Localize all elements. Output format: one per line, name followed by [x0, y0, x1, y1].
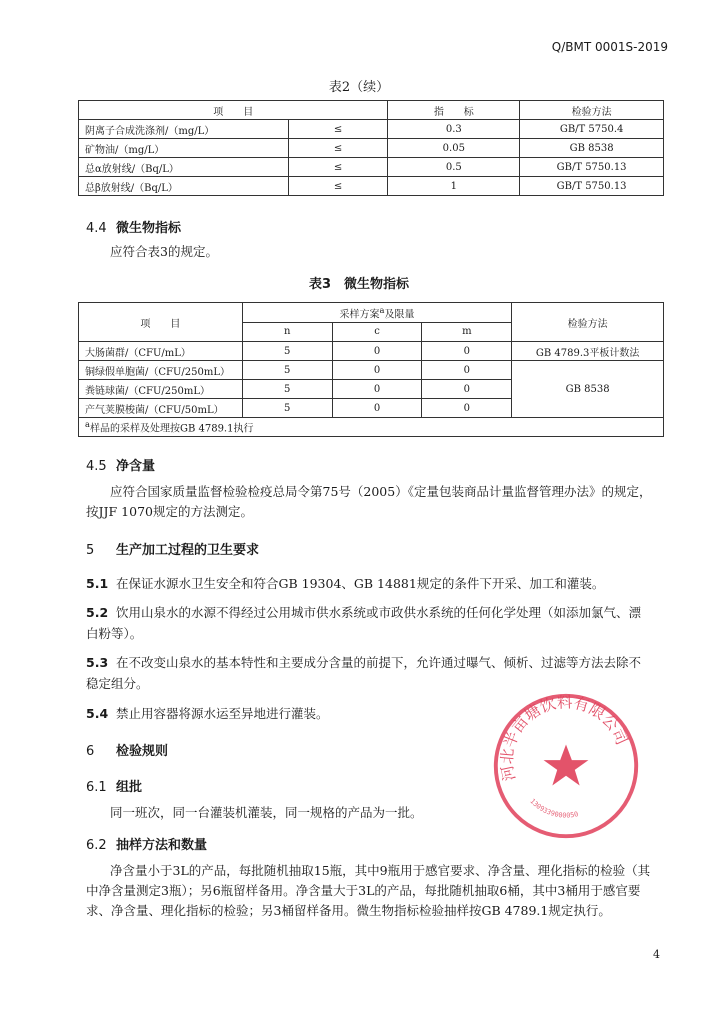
- table3-n: 5: [242, 399, 332, 418]
- section-number: 4.5: [86, 459, 107, 474]
- table3-n: 5: [242, 380, 332, 399]
- table-row: [79, 120, 664, 139]
- clause-5-1: [86, 573, 604, 595]
- section-number: 6.2: [86, 838, 107, 853]
- table2-value: 1: [388, 177, 520, 196]
- clause-text: 在不改变山泉水的基本特性和主要成分含量的前提下，允许通过曝气、倾析、过滤等方法去除不: [116, 655, 642, 670]
- document-number: Q/BMT 0001S-2019: [551, 40, 668, 54]
- table3-header-m: m: [422, 322, 512, 342]
- table3-header-n: n: [242, 322, 332, 342]
- table2-method: GB 8538: [520, 139, 664, 158]
- clause-5-3-line2: 稳定组分。: [86, 676, 149, 691]
- table-row: [79, 139, 664, 158]
- table3-header-plan: [242, 303, 511, 323]
- table3-item: 铜绿假单胞菌/（CFU/250mL）: [79, 361, 243, 380]
- table2-value: 0.5: [388, 158, 520, 177]
- table3-item: 大肠菌群/（CFU/mL）: [79, 342, 243, 361]
- section-title: 净含量: [116, 459, 156, 474]
- table2-header-item: 项 目: [79, 101, 388, 120]
- section-4-4-heading: [86, 217, 181, 236]
- table3-m: 0: [422, 380, 512, 399]
- section-number: 4.4: [86, 221, 107, 236]
- table2-header-method: 检验方法: [520, 101, 664, 120]
- section-title: 检验规则: [116, 744, 169, 759]
- section-4-4-text: 应符合表3的规定。: [110, 244, 218, 259]
- seal-arc-text: 河北半亩塘饮料有限公司: [497, 693, 631, 783]
- table3-c: 0: [332, 399, 422, 418]
- table3-m: 0: [422, 399, 512, 418]
- clause-number: 5.3: [86, 655, 109, 670]
- table-row: [79, 158, 664, 177]
- table2-item: 总β放射线/（Bq/L）: [79, 177, 289, 196]
- section-6-1-heading: [86, 776, 142, 795]
- section-title: 抽样方法和数量: [116, 838, 208, 853]
- section-number: 6: [86, 744, 95, 759]
- table2-caption: 表2（续）: [328, 80, 390, 95]
- footnote-marker: a: [85, 419, 90, 430]
- table3-header-c: c: [332, 322, 422, 342]
- table2-item: 总α放射线/（Bq/L）: [79, 158, 289, 177]
- table3-n: 5: [242, 342, 332, 361]
- table3-method: GB 8538: [512, 361, 664, 418]
- footnote-text: 样品的采样及处理按GB 4789.1执行: [89, 423, 254, 435]
- table2-item: 矿物油/（mg/L）: [79, 139, 289, 158]
- section-title: 微生物指标: [116, 221, 182, 236]
- section-title: 组批: [116, 780, 143, 795]
- section-6-1-text: 同一班次，同一台灌装机灌装，同一规格的产品为一批。: [110, 805, 423, 820]
- section-4-5-line2: 按JJF 1070规定的方法测定。: [86, 504, 253, 519]
- table3: [78, 302, 664, 437]
- table3-m: 0: [422, 361, 512, 380]
- table2-op: ≤: [288, 158, 388, 177]
- table3-header-row-1: [79, 303, 664, 323]
- section-6-2-line2: 中净含量测定3瓶）；另6瓶留样备用。净含量大于3L的产品，每批随机抽取6桶，其中3桶用于感官要: [86, 883, 641, 898]
- table3-header-item: 项 目: [79, 303, 243, 342]
- clause-5-3: [86, 652, 641, 674]
- seal-code-text: 1309339000050: [528, 797, 580, 820]
- table3-footnote-row: [79, 418, 664, 437]
- footnote-marker: a: [379, 304, 385, 315]
- seal-code: [528, 797, 579, 819]
- table3-footnote: [79, 418, 664, 437]
- section-6-2-heading: [86, 834, 207, 853]
- clause-number: 5.4: [86, 706, 109, 721]
- plan-label: 采样方案: [339, 308, 380, 320]
- section-number: 6.1: [86, 780, 107, 795]
- clause-number: 5.1: [86, 576, 109, 591]
- section-6-2-line3: 求、净含量、理化指标的检验；另3桶留样备用。微生物指标检验抽样按GB 4789.1规定执行。: [86, 903, 611, 918]
- table3-c: 0: [332, 361, 422, 380]
- table3-item: 粪链球菌/（CFU/250mL）: [79, 380, 243, 399]
- clause-text: 在保证水源水卫生安全和符合GB 19304、GB 14881规定的条件下开采、加工和灌装。: [116, 576, 605, 591]
- section-title: 生产加工过程的卫生要求: [116, 543, 260, 558]
- table2-method: GB/T 5750.13: [520, 177, 664, 196]
- section-6-heading: [86, 740, 168, 759]
- table3-item: 产气荚膜梭菌/（CFU/50mL）: [79, 399, 243, 418]
- clause-5-4: [86, 703, 329, 725]
- table2-value: 0.05: [388, 139, 520, 158]
- table3-c: 0: [332, 342, 422, 361]
- clause-text: 禁止用容器将源水运至异地进行灌装。: [116, 706, 329, 721]
- table2-method: GB/T 5750.13: [520, 158, 664, 177]
- table3-method: GB 4789.3平板计数法: [512, 342, 664, 361]
- clause-5-2-line2: 白粉等）。: [86, 626, 143, 641]
- table3-n: 5: [242, 361, 332, 380]
- table2-op: ≤: [288, 177, 388, 196]
- table-row: [79, 342, 664, 361]
- section-5-heading: [86, 539, 259, 558]
- table2-header-row: [79, 101, 664, 120]
- table2-item: 阴离子合成洗涤剂/（mg/L）: [79, 120, 289, 139]
- table2-op: ≤: [288, 120, 388, 139]
- table3-caption: 表3 微生物指标: [308, 277, 410, 292]
- section-4-5-heading: [86, 455, 155, 474]
- clause-text: 饮用山泉水的水源不得经过公用城市供水系统或市政供水系统的任何化学处理（如添加氯气、漂: [116, 605, 642, 620]
- section-6-2-line1: 净含量小于3L的产品，每批随机抽取15瓶，其中9瓶用于感官要求、净含量、理化指标的检验（其: [110, 863, 651, 878]
- plan-label-suffix: 及限量: [384, 308, 415, 320]
- table3-header-method: 检验方法: [512, 303, 664, 342]
- page-number: 4: [653, 948, 660, 961]
- table-row: [79, 361, 664, 380]
- table3-m: 0: [422, 342, 512, 361]
- clause-number: 5.2: [86, 605, 109, 620]
- table3-c: 0: [332, 380, 422, 399]
- table2-method: GB/T 5750.4: [520, 120, 664, 139]
- table2: [78, 100, 664, 196]
- clause-5-2: [86, 602, 641, 624]
- table2-header-indicator: 指 标: [388, 101, 520, 120]
- star-icon: [544, 745, 589, 786]
- table2-op: ≤: [288, 139, 388, 158]
- section-4-5-line1: 应符合国家质量监督检验检疫总局令第75号（2005）《定量包装商品计量监督管理办法》的规定，: [110, 484, 652, 499]
- company-seal-stamp: [488, 688, 644, 844]
- table2-value: 0.3: [388, 120, 520, 139]
- table-row: [79, 177, 664, 196]
- section-number: 5: [86, 543, 95, 558]
